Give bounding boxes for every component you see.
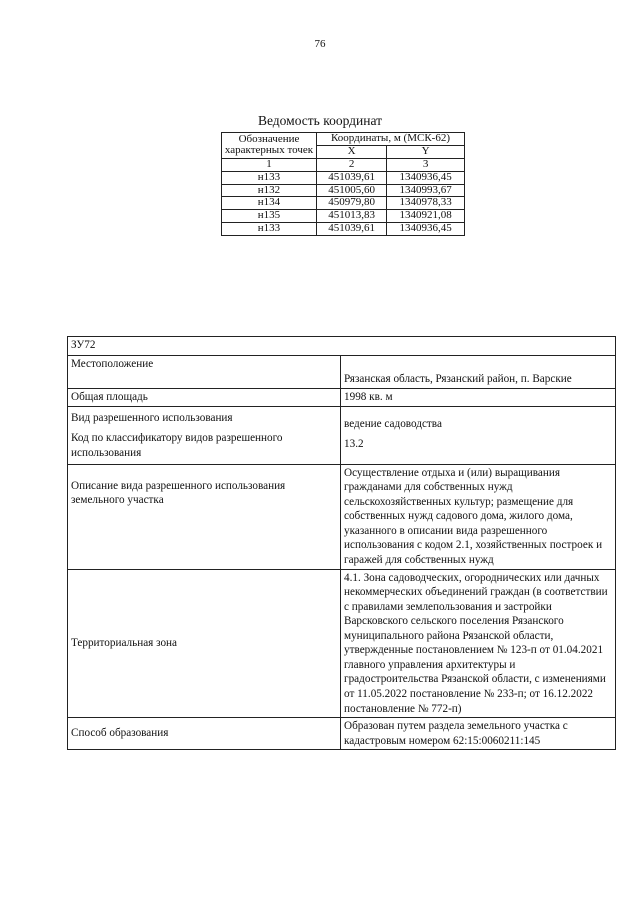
area-value: 1998 кв. м: [341, 389, 616, 407]
table-row: [222, 184, 465, 197]
y-value: 1340936,45: [387, 171, 465, 184]
col-x-header: X: [317, 145, 387, 158]
method-value: Образован путем раздела земельного участка с кадастровым номером 62:15:0060211:145: [341, 718, 616, 750]
zone-label: Территориальная зона: [68, 569, 341, 718]
point-name: н133: [222, 223, 317, 236]
point-name: н132: [222, 184, 317, 197]
description-label: Описание вида разрешенного использования земельного участка: [68, 464, 341, 569]
use-value: ведение садоводства: [344, 417, 442, 430]
col-point-header: Обозначение характерных точек: [222, 133, 317, 159]
plot-id: ЗУ72: [68, 337, 616, 356]
x-value: 451013,83: [317, 210, 387, 223]
y-value: 1340978,33: [387, 197, 465, 210]
zone-value: 4.1. Зона садоводческих, огороднических или дачных некоммерческих объединений граждан (в соответствии с правилами землепользования и застройки Варсковского сельского поселения Рязанского муниципального района Рязанской области, утвержденные постановлением № 123-п от 01.04.2021 главного управления архитектуры и градостроительства Рязанской области, с изменениями от 11.05.2022 постановление № 233-п; от 16.12.2022 постановление № 772-п): [341, 569, 616, 718]
location-value: Рязанская область, Рязанский район, п. Варские: [341, 356, 616, 389]
point-name: н134: [222, 197, 317, 210]
table-row: [222, 223, 465, 236]
x-value: 451005,60: [317, 184, 387, 197]
col-number: 2: [317, 158, 387, 171]
coordinates-title: Ведомость координат: [257, 113, 383, 128]
description-value: Осуществление отдыха и (или) выращивания гражданами для собственных нужд сельскохозяйственных культур; размещение для собственных нужд садового дома, жилого дома, указанного в описании вида разрешенного использования с кодом 2.1, хозяйственных построек и гаражей для собственных нужд: [341, 464, 616, 569]
code-label: Код по классификатору видов разрешенного использования: [71, 432, 283, 459]
point-name: н133: [222, 171, 317, 184]
y-value: 1340993,67: [387, 184, 465, 197]
x-value: 450979,80: [317, 197, 387, 210]
location-label: Местоположение: [68, 356, 341, 389]
table-row: [222, 210, 465, 223]
code-value: 13.2: [344, 438, 364, 451]
col-y-header: Y: [387, 145, 465, 158]
plot-info-table: [67, 336, 616, 750]
method-label: Способ образования: [68, 718, 341, 750]
y-value: 1340936,45: [387, 223, 465, 236]
table-row: [222, 197, 465, 210]
use-and-code-values: [341, 406, 616, 464]
table-row: [222, 171, 465, 184]
point-name: н135: [222, 210, 317, 223]
y-value: 1340921,08: [387, 210, 465, 223]
col-number: 1: [222, 158, 317, 171]
area-label: Общая площадь: [68, 389, 341, 407]
col-number: 3: [387, 158, 465, 171]
coordinates-table: [221, 132, 465, 236]
use-and-code-labels: [68, 406, 341, 464]
page-number: 76: [314, 38, 326, 50]
x-value: 451039,61: [317, 223, 387, 236]
x-value: 451039,61: [317, 171, 387, 184]
col-coords-header: Координаты, м (МСК-62): [317, 133, 465, 146]
use-label: Вид разрешенного использования: [71, 411, 233, 424]
